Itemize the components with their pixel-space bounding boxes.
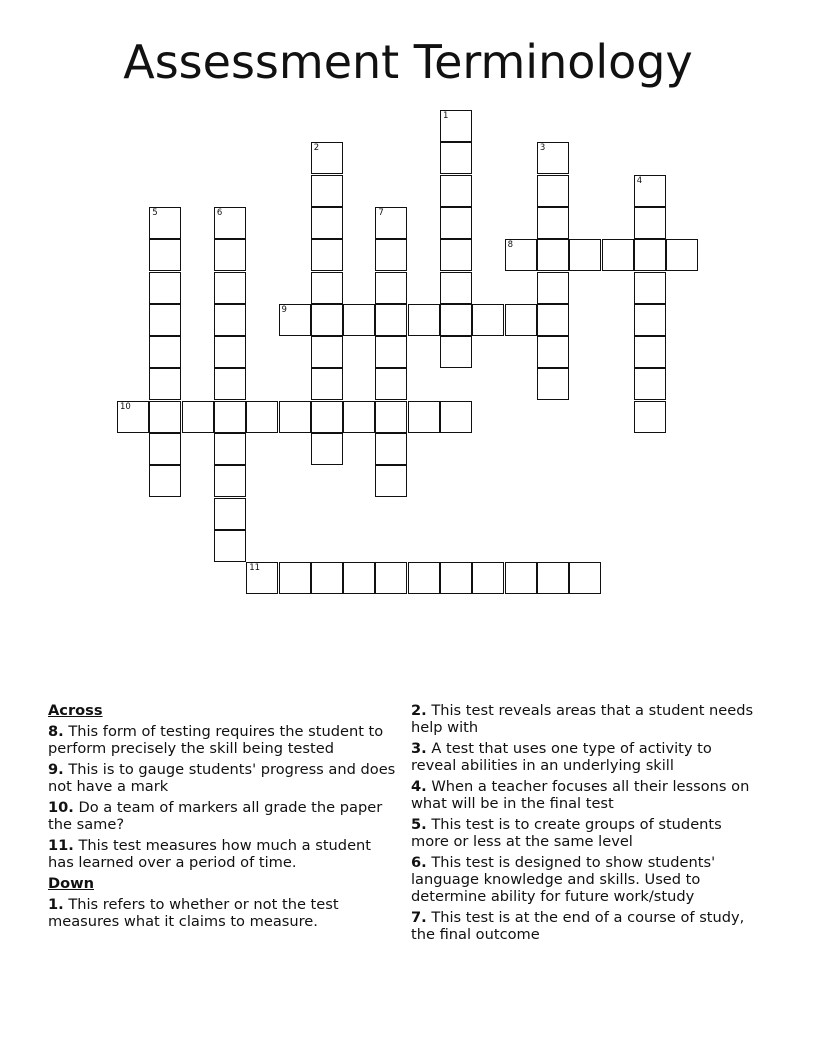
grid-cell[interactable] [634,401,666,433]
grid-cell[interactable] [440,562,472,594]
grid-cell[interactable] [408,304,440,336]
grid-cell[interactable] [634,175,666,207]
grid-cell[interactable] [149,401,181,433]
cell-number: 5 [152,207,158,218]
grid-cell[interactable] [569,239,601,271]
clue-number: 7. [411,909,427,926]
grid-cell[interactable] [375,368,407,400]
cell-number: 2 [313,143,320,154]
grid-cell[interactable] [214,401,246,433]
grid-cell[interactable] [214,530,246,562]
cell-number: 11 [249,563,261,574]
grid-cell[interactable] [375,207,407,239]
clue-down-2 [411,702,756,736]
grid-cell[interactable] [440,142,472,174]
grid-cell[interactable] [311,175,343,207]
grid-cell[interactable] [375,239,407,271]
clue-number: 2. [411,702,427,719]
grid-cell[interactable] [666,239,698,271]
grid-cell[interactable] [537,142,569,174]
grid-cell[interactable] [440,401,472,433]
clue-down-6 [411,854,756,905]
clue-number: 3. [411,740,427,757]
clue-down-1 [48,896,400,930]
clue-number: 11. [48,837,74,854]
grid-cell[interactable] [117,401,149,433]
grid-cell[interactable] [440,207,472,239]
grid-cell[interactable] [279,304,311,336]
grid-cell[interactable] [440,304,472,336]
grid-cell[interactable] [472,304,504,336]
clues-right-column [411,702,756,947]
grid-cell[interactable] [149,272,181,304]
grid-cell[interactable] [214,465,246,497]
cell-number: 1 [443,111,449,121]
grid-cell[interactable] [149,336,181,368]
clue-text: This test is designed to show students' language knowledge and skills. Used to determine ability for future work/study [411,854,716,905]
cell-number: 6 [216,207,223,218]
grid-cell[interactable] [343,562,375,594]
grid-cell[interactable] [537,562,569,594]
grid-cell[interactable] [343,401,375,433]
grid-cell[interactable] [149,368,181,400]
grid-cell[interactable] [569,562,601,594]
grid-cell[interactable] [311,368,343,400]
grid-cell[interactable] [311,336,343,368]
grid-cell[interactable] [246,401,278,433]
grid-cell[interactable] [375,336,407,368]
grid-cell[interactable] [440,175,472,207]
clue-across-10 [48,799,400,833]
clue-across-8 [48,723,400,757]
grid-cell[interactable] [375,401,407,433]
grid-cell[interactable] [214,336,246,368]
grid-cell[interactable] [149,433,181,465]
grid-cell[interactable] [311,207,343,239]
grid-cell[interactable] [279,562,311,594]
clue-text: This form of testing requires the student to perform precisely the skill being tested [48,723,384,757]
down-heading: Down [48,875,95,892]
grid-cell[interactable] [537,207,569,239]
cell-number: 7 [378,207,384,218]
clue-number: 6. [411,854,427,871]
clue-across-11 [48,837,400,871]
grid-cell[interactable] [375,433,407,465]
clue-down-5 [411,816,756,850]
cell-number: 4 [636,175,643,186]
grid-cell[interactable] [602,239,634,271]
grid-cell[interactable] [311,401,343,433]
grid-cell[interactable] [214,272,246,304]
grid-cell[interactable] [440,110,472,142]
clue-across-9 [48,761,400,795]
grid-cell[interactable] [440,336,472,368]
puzzle-title: Assessment Terminology [123,35,693,89]
grid-cell[interactable] [408,401,440,433]
grid-cell[interactable] [440,239,472,271]
grid-cell[interactable] [537,272,569,304]
grid-cell[interactable] [634,336,666,368]
clue-text: This test is at the end of a course of study, the final outcome [411,909,745,943]
grid-cell[interactable] [149,207,181,239]
grid-cell[interactable] [537,304,569,336]
grid-cell[interactable] [537,336,569,368]
grid-cell[interactable] [311,562,343,594]
grid-cell[interactable] [343,304,375,336]
grid-cell[interactable] [311,433,343,465]
grid-cell[interactable] [149,239,181,271]
grid-cell[interactable] [311,304,343,336]
grid-cell[interactable] [311,239,343,271]
grid-cell[interactable] [311,272,343,304]
clue-down-7 [411,909,756,943]
grid-cell[interactable] [182,401,214,433]
grid-cell[interactable] [149,465,181,497]
clue-text: This test reveals areas that a student needs help with [411,702,754,736]
cell-number: 10 [120,401,131,412]
clue-down-3 [411,740,756,774]
grid-cell[interactable] [634,272,666,304]
grid-cell[interactable] [375,304,407,336]
clue-text: When a teacher focuses all their lessons on what will be in the final test [411,778,750,812]
cell-number: 9 [281,304,287,315]
clue-text: This test is to create groups of students more or less at the same level [411,816,722,850]
clue-number: 5. [411,816,427,833]
grid-cell[interactable] [214,433,246,465]
clue-number: 1. [48,896,64,913]
grid-cell[interactable] [214,498,246,530]
grid-cell[interactable] [214,207,246,239]
clue-number: 4. [411,778,427,795]
across-heading: Across [48,702,103,719]
grid-cell[interactable] [537,175,569,207]
clue-down-4 [411,778,756,812]
clue-text: This refers to whether or not the test measures what it claims to measure. [48,896,339,930]
grid-cell[interactable] [311,142,343,174]
grid-cell[interactable] [246,562,278,594]
grid-cell[interactable] [505,562,537,594]
grid-cell[interactable] [214,239,246,271]
grid-cell[interactable] [408,562,440,594]
clue-number: 8. [48,723,64,740]
grid-cell[interactable] [375,465,407,497]
grid-cell[interactable] [634,368,666,400]
grid-cell[interactable] [375,272,407,304]
clue-text: Do a team of markers all grade the paper the same? [48,799,383,833]
grid-cell[interactable] [279,401,311,433]
grid-cell[interactable] [537,368,569,400]
grid-cell[interactable] [149,304,181,336]
grid-cell[interactable] [505,304,537,336]
cell-number: 3 [539,143,546,154]
clues-left-column [48,702,400,934]
grid-cell[interactable] [537,239,569,271]
cell-number: 8 [507,240,514,251]
grid-cell[interactable] [440,272,472,304]
grid-cell[interactable] [634,304,666,336]
clue-text: A test that uses one type of activity to reveal abilities in an underlying skill [411,740,712,774]
grid-cell[interactable] [634,239,666,271]
clue-number: 9. [48,761,64,778]
clue-number: 10. [48,799,74,816]
grid-cell[interactable] [214,304,246,336]
grid-cell[interactable] [214,368,246,400]
grid-cell[interactable] [472,562,504,594]
grid-cell[interactable] [505,239,537,271]
clue-text: This test measures how much a student has learned over a period of time. [48,837,372,871]
clue-text: This is to gauge students' progress and does not have a mark [48,761,396,795]
grid-cell[interactable] [375,562,407,594]
grid-cell[interactable] [634,207,666,239]
